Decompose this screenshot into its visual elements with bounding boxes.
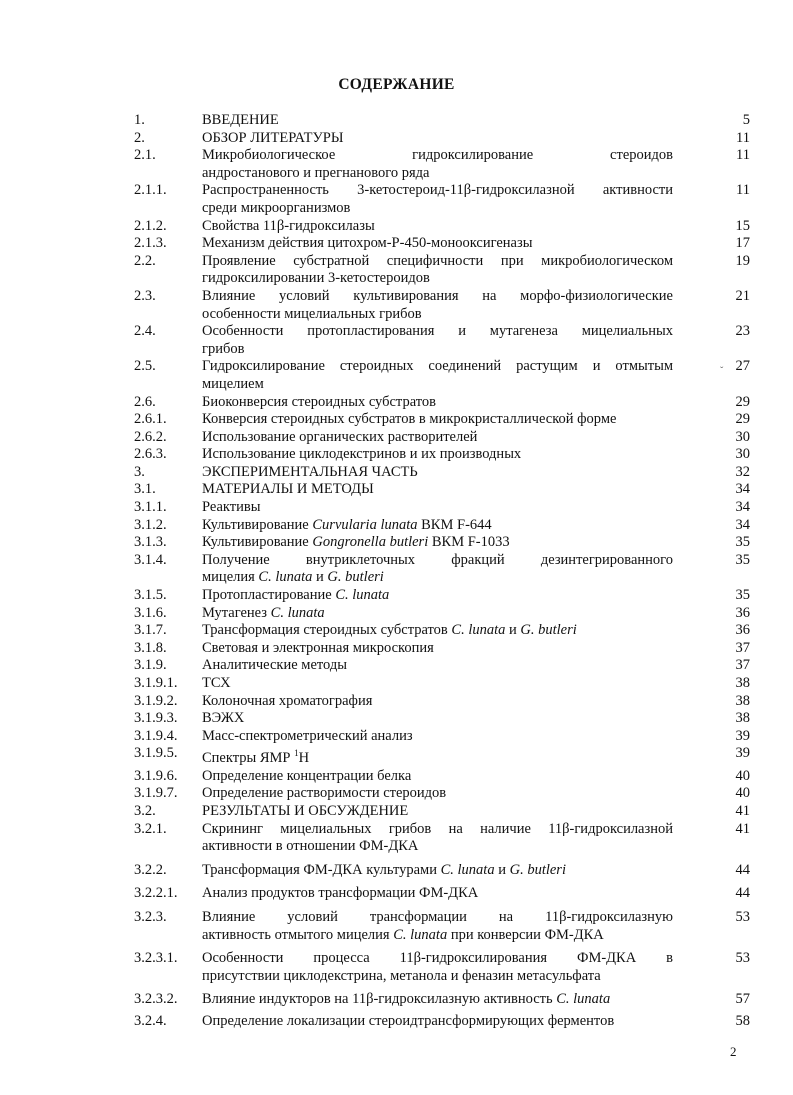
entry-page: 38	[735, 675, 750, 691]
entry-title: Масс-спектрометрический анализ	[202, 727, 413, 744]
entry-title: ВЭЖХ	[202, 710, 245, 727]
entry-title: Колоночная хроматография	[202, 692, 373, 709]
entry-number: 3.1.9.7.	[134, 785, 178, 802]
entry-number: 3.1.1.	[134, 499, 167, 516]
entry-page: 11	[736, 129, 750, 146]
toc-entry[interactable]	[0, 710, 793, 728]
species-name: C. lunata	[335, 587, 390, 604]
entry-title: ЭКСПЕРИМЕНТАЛЬНАЯ ЧАСТЬ	[202, 463, 418, 480]
entry-title: Культивирование	[202, 534, 313, 551]
entry-title: Определение растворимости стероидов	[202, 785, 447, 802]
entry-page: 32	[735, 463, 750, 480]
entry-number: 3.1.7.	[134, 622, 167, 639]
toc-entry[interactable]	[0, 112, 793, 130]
entry-title-line: Проявление субстратной специфичности при микробиологическом	[202, 252, 673, 269]
entry-title: Световая и электронная микроскопия	[202, 639, 434, 656]
entry-title-line: Гидроксилирование стероидных соединений растущим и отмытым	[202, 358, 673, 375]
entry-page: 34	[735, 481, 750, 498]
entry-title: Протопластирование	[202, 587, 336, 604]
entry-page: 27	[735, 358, 750, 375]
entry-number: 2.1.	[134, 147, 156, 164]
entry-title-line: андростанового и прегнанового ряда	[202, 164, 430, 181]
entry-title: Влияние индукторов на 11β-гидроксилазную активность	[202, 991, 557, 1008]
table-of-contents	[0, 112, 793, 1031]
entry-page: 37	[735, 639, 750, 656]
entry-title-tail: ВКМ F-644	[417, 516, 492, 533]
entry-title-line: Получение внутриклеточных фракций дезинтегрированного	[202, 551, 673, 568]
page-number: 2	[730, 1044, 737, 1059]
toc-entry[interactable]	[0, 358, 793, 393]
toc-entry[interactable]	[0, 464, 793, 482]
toc-entry[interactable]	[0, 657, 793, 675]
entry-page: 57	[735, 991, 750, 1008]
entry-title: Трансформация стероидных субстратов	[202, 622, 452, 639]
entry-title-line: особенности мицелиальных грибов	[202, 305, 422, 322]
entry-number: 2.6.1.	[134, 411, 167, 428]
entry-title: ВВЕДЕНИЕ	[202, 112, 279, 128]
species-name: C. lunata	[270, 604, 325, 621]
isotope-superscript: 1	[294, 748, 299, 759]
entry-page: 41	[735, 802, 750, 819]
entry-number: 3.	[134, 463, 145, 480]
entry-title-part: мицелия	[202, 569, 259, 586]
toc-entry[interactable]	[0, 693, 793, 711]
entry-title: Спектры ЯМР	[202, 750, 295, 767]
entry-number: 3.1.6.	[134, 604, 167, 621]
toc-entry[interactable]	[0, 182, 793, 217]
entry-page: 29	[735, 411, 750, 428]
entry-page: 35	[735, 587, 750, 604]
toc-entry[interactable]	[0, 991, 793, 1009]
entry-title-part: активность отмытого мицелия	[202, 926, 394, 943]
entry-number: 2.1.3.	[134, 235, 167, 252]
entry-page: 39	[735, 745, 750, 762]
entry-page: 34	[735, 499, 750, 516]
toc-entry[interactable]	[0, 446, 793, 464]
toc-entry[interactable]	[0, 728, 793, 746]
entry-number: 2.2.	[134, 252, 156, 269]
entry-number: 3.2.	[134, 802, 156, 819]
entry-page: 36	[735, 604, 750, 621]
toc-entry[interactable]	[0, 885, 793, 903]
entry-page: 17	[735, 235, 750, 252]
entry-page: 44	[735, 861, 750, 878]
entry-page: 35	[735, 551, 750, 568]
entry-number: 3.2.1.	[134, 820, 167, 837]
entry-title: Трансформация ФМ-ДКА культурами	[202, 861, 441, 878]
entry-title-tail: ВКМ F-1033	[428, 534, 510, 551]
toc-entry[interactable]	[0, 803, 793, 821]
toc-entry[interactable]	[0, 1013, 793, 1031]
entry-page: 30	[735, 428, 750, 445]
entry-number: 3.1.8.	[134, 639, 167, 656]
entry-number: 2.6.2.	[134, 428, 167, 445]
entry-number: 3.1.9.4.	[134, 727, 178, 744]
toc-entry[interactable]	[0, 288, 793, 323]
toc-entry[interactable]	[0, 517, 793, 535]
entry-page: 40	[735, 767, 750, 784]
toc-entry[interactable]	[0, 147, 793, 182]
entry-page: 41	[735, 820, 750, 837]
entry-page: 37	[735, 657, 750, 674]
toc-entry[interactable]	[0, 622, 793, 640]
species-name: Curvularia lunata	[312, 516, 418, 533]
entry-number: 3.1.3.	[134, 534, 167, 551]
entry-title-part: и	[505, 622, 521, 639]
entry-title: Определение локализации стероидтрансформирующих ферментов	[202, 1012, 615, 1029]
entry-title: Использование циклодекстринов и их производных	[202, 446, 522, 463]
toc-entry[interactable]	[0, 862, 793, 880]
entry-title-tail: Н	[298, 750, 310, 767]
entry-page: 39	[735, 727, 750, 744]
entry-page: 40	[735, 785, 750, 802]
toc-entry[interactable]	[0, 950, 793, 985]
entry-number: 3.1.9.5.	[134, 745, 178, 762]
toc-entry[interactable]	[0, 499, 793, 517]
entry-number: 2.3.	[134, 287, 156, 304]
toc-entry[interactable]	[0, 768, 793, 786]
entry-number: 2.1.1.	[134, 182, 167, 199]
toc-entry[interactable]	[0, 534, 793, 552]
entry-title: РЕЗУЛЬТАТЫ И ОБСУЖДЕНИЕ	[202, 802, 409, 819]
entry-page: 44	[735, 885, 750, 902]
entry-title-part: при конверсии ФМ-ДКА	[447, 926, 604, 943]
species-name: G. butleri	[520, 622, 577, 639]
entry-number: 2.	[134, 129, 145, 146]
entry-page: 21	[735, 287, 750, 304]
entry-title-line	[202, 927, 673, 945]
species-name: C. lunata	[258, 569, 313, 586]
toc-entry[interactable]	[0, 640, 793, 658]
entry-title-line: Микробиологическое гидроксилирование стероидов	[202, 147, 673, 164]
toc-entry[interactable]	[0, 481, 793, 499]
toc-entry[interactable]	[0, 235, 793, 253]
toc-entry[interactable]	[0, 675, 793, 693]
entry-title: Культивирование	[202, 516, 313, 533]
entry-title-line: присутствии циклодекстрина, метанола и феназин метасульфата	[202, 967, 601, 984]
entry-title-line: гидроксилировании 3-кетостероидов	[202, 270, 430, 287]
entry-number: 3.1.5.	[134, 587, 167, 604]
entry-number: 3.1.9.6.	[134, 767, 178, 784]
entry-title: Мутагенез	[202, 604, 271, 621]
species-name: C. lunata	[451, 622, 506, 639]
entry-title-line: мицелием	[202, 375, 264, 392]
entry-page: 36	[735, 622, 750, 639]
margin-mark: ˇ	[720, 366, 724, 377]
entry-number: 3.1.9.1.	[134, 675, 178, 691]
species-name: C. lunata	[440, 861, 495, 878]
entry-number: 3.2.3.	[134, 908, 167, 925]
entry-page: 58	[735, 1012, 750, 1029]
entry-number: 3.1.9.	[134, 657, 167, 674]
entry-page: 19	[735, 252, 750, 269]
toc-entry[interactable]	[0, 909, 793, 944]
toc-entry[interactable]	[0, 745, 793, 767]
entry-title: МАТЕРИАЛЫ И МЕТОДЫ	[202, 481, 374, 498]
entry-number: 3.1.9.2.	[134, 692, 178, 709]
species-name: Gongronella butleri	[312, 534, 429, 551]
toc-entry[interactable]	[0, 323, 793, 358]
page-title: СОДЕРЖАНИЕ	[338, 76, 455, 93]
entry-title-line: Распространенность 3-кетостероид-11β-гидроксилазной активности	[202, 182, 673, 199]
toc-entry[interactable]	[0, 552, 793, 587]
entry-title-line: грибов	[202, 340, 245, 357]
entry-title: Аналитические методы	[202, 657, 347, 674]
entry-number: 3.2.3.1.	[134, 950, 178, 967]
entry-number: 3.1.4.	[134, 551, 167, 568]
entry-page: 38	[735, 692, 750, 709]
entry-number: 2.6.	[134, 393, 156, 410]
entry-page: 53	[735, 950, 750, 967]
entry-title-line	[202, 569, 673, 587]
entry-number: 3.1.2.	[134, 516, 167, 533]
entry-page: 38	[735, 710, 750, 727]
entry-page: 29	[735, 393, 750, 410]
entry-page: 30	[735, 446, 750, 463]
entry-page: 15	[735, 217, 750, 234]
toc-entry[interactable]	[0, 605, 793, 623]
toc-entry[interactable]	[0, 130, 793, 148]
entry-page: 11	[736, 182, 750, 199]
entry-title-part: и	[494, 861, 510, 878]
entry-number: 2.6.3.	[134, 446, 167, 463]
entry-number: 2.4.	[134, 323, 156, 340]
entry-page: 5	[742, 112, 750, 128]
entry-title-part: и	[312, 569, 328, 586]
entry-number: 1.	[134, 112, 145, 128]
toc-entry[interactable]	[0, 587, 793, 605]
entry-title: ТСХ	[202, 675, 231, 691]
species-name: C. lunata	[556, 991, 611, 1008]
entry-page: 53	[735, 908, 750, 925]
entry-title-line: Скрининг мицелиальных грибов на наличие 11β-гидроксилазной	[202, 820, 673, 837]
entry-number: 3.1.	[134, 481, 156, 498]
toc-entry[interactable]	[0, 394, 793, 412]
entry-number: 3.2.2.	[134, 861, 167, 878]
toc-entry[interactable]	[0, 429, 793, 447]
entry-number: 3.2.3.2.	[134, 991, 178, 1008]
entry-title-line: среди микроорганизмов	[202, 199, 351, 216]
entry-number: 3.2.2.1.	[134, 885, 178, 902]
entry-page: 11	[736, 147, 750, 164]
entry-title: Определение концентрации белка	[202, 767, 412, 784]
toc-entry[interactable]	[0, 253, 793, 288]
entry-number: 2.1.2.	[134, 217, 167, 234]
toc-entry[interactable]	[0, 218, 793, 236]
species-name: C. lunata	[393, 926, 448, 943]
entry-title: Механизм действия цитохром-Р-450-монооксигеназы	[202, 235, 533, 252]
entry-title: Конверсия стероидных субстратов в микрокристаллической форме	[202, 411, 617, 428]
entry-number: 2.5.	[134, 358, 156, 375]
entry-title: Биоконверсия стероидных субстратов	[202, 393, 436, 410]
entry-title: Свойства 11β-гидроксилазы	[202, 217, 375, 234]
entry-title: ОБЗОР ЛИТЕРАТУРЫ	[202, 129, 344, 146]
entry-title-line: активности в отношении ФМ-ДКА	[202, 838, 419, 855]
toc-entry[interactable]	[0, 411, 793, 429]
entry-title: Реактивы	[202, 499, 261, 516]
entry-page: 35	[735, 534, 750, 551]
entry-title: Анализ продуктов трансформации ФМ-ДКА	[202, 885, 479, 902]
entry-number: 3.2.4.	[134, 1012, 167, 1029]
entry-title-line: Влияние условий культивирования на морфо-физиологические	[202, 287, 673, 304]
species-name: G. butleri	[509, 861, 566, 878]
species-name: G. butleri	[327, 569, 384, 586]
entry-title-line: Особенности процесса 11β-гидроксилирования ФМ-ДКА в	[202, 950, 673, 967]
toc-entry[interactable]	[0, 821, 793, 856]
entry-title-line: Влияние условий трансформации на 11β-гидроксилазную	[202, 908, 673, 925]
entry-title: Использование органических растворителей	[202, 428, 478, 445]
entry-page: 23	[735, 323, 750, 340]
entry-title-line: Особенности протопластирования и мутагенеза мицелиальных	[202, 323, 673, 340]
entry-page: 34	[735, 516, 750, 533]
entry-number: 3.1.9.3.	[134, 710, 178, 727]
toc-entry[interactable]	[0, 785, 793, 803]
